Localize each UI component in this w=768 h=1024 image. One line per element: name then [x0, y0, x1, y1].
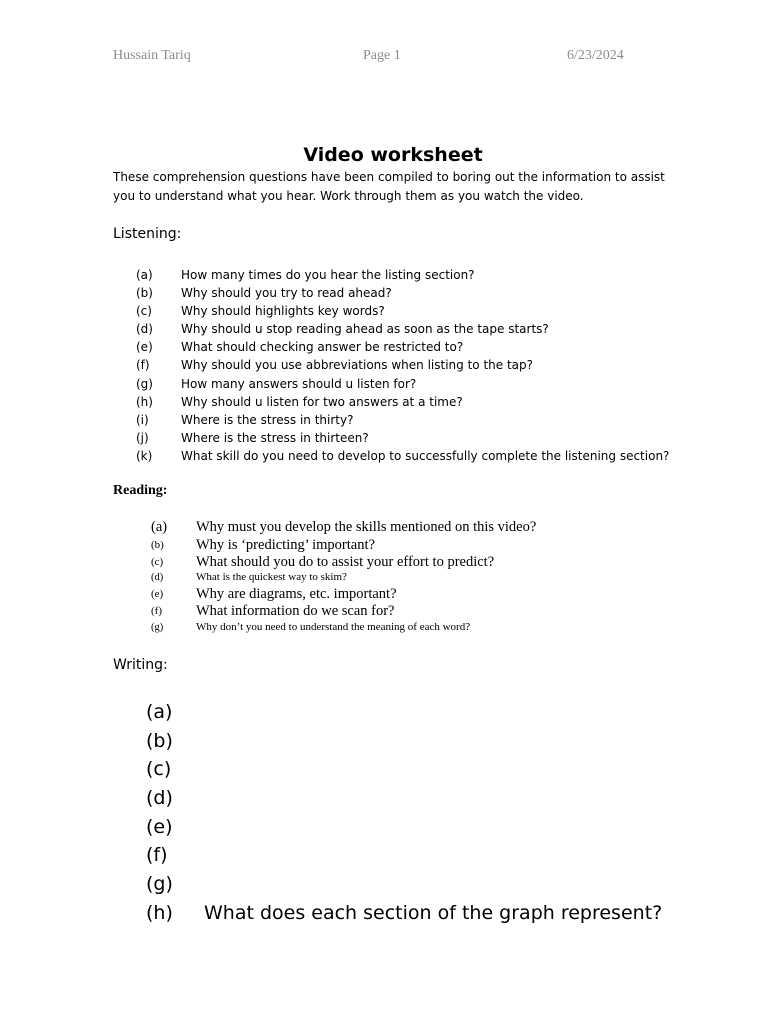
question-label: (g)	[136, 376, 153, 391]
question-text: Why should u stop reading ahead as soon as the tape starts?	[181, 322, 549, 337]
question-label: (a)	[136, 268, 153, 282]
question-text: What should checking answer be restricted to?	[181, 340, 464, 355]
question-label: (e)	[151, 588, 164, 600]
question-text: Why should you use abbreviations when listing to the tap?	[181, 358, 533, 373]
listening-heading: Listening:	[113, 226, 182, 242]
question-text: Where is the stress in thirteen?	[181, 430, 369, 445]
question-text: What is the quickest way to skim?	[196, 571, 347, 583]
reading-heading: Reading:	[113, 483, 168, 498]
question-label: (d)	[151, 572, 164, 583]
header-date: 6/23/2024	[567, 48, 624, 63]
writing-heading: Writing:	[113, 657, 168, 673]
header-author: Hussain Tariq	[113, 48, 191, 63]
question-label: (a)	[151, 519, 168, 535]
question-label: (b)	[151, 539, 164, 551]
question-label: (b)	[146, 729, 173, 752]
question-label: (c)	[136, 304, 152, 319]
question-text: Why are diagrams, etc. important?	[196, 586, 397, 602]
question-label: (f)	[136, 358, 150, 373]
question-label: (g)	[146, 873, 173, 896]
intro-paragraph: These comprehension questions have been compiled to boring out the information to assist you to understand what you hear. Work through them as you watch the video.	[113, 170, 665, 203]
question-label: (h)	[146, 901, 173, 924]
question-label: (j)	[136, 430, 149, 445]
question-label: (k)	[136, 448, 153, 463]
question-label: (c)	[146, 758, 172, 781]
question-text: Why should u listen for two answers at a time?	[181, 394, 463, 409]
header-page-number: Page 1	[363, 48, 401, 63]
question-label: (e)	[136, 340, 153, 355]
question-label: (b)	[136, 286, 153, 301]
question-text: Why must you develop the skills mentioned on this video?	[196, 519, 537, 535]
question-text: Why is ‘predicting’ important?	[196, 537, 375, 553]
question-text: What information do we scan for?	[196, 603, 395, 619]
question-text: How many answers should u listen for?	[181, 376, 417, 391]
question-label: (d)	[146, 787, 173, 810]
question-label: (h)	[136, 394, 153, 409]
question-text: What should you do to assist your effort to predict?	[196, 554, 495, 570]
question-label: (c)	[151, 556, 164, 568]
question-text: Where is the stress in thirty?	[181, 412, 354, 427]
question-label: (i)	[136, 412, 149, 427]
question-text: Why should highlights key words?	[181, 304, 385, 319]
question-text: Why don’t you need to understand the meaning of each word?	[196, 621, 471, 633]
question-text: Why should you try to read ahead?	[181, 286, 392, 301]
question-label: (f)	[151, 605, 162, 617]
page-title: Video worksheet	[303, 144, 483, 166]
question-label: (d)	[136, 322, 153, 337]
question-text: What does each section of the graph represent?	[204, 901, 663, 924]
question-label: (g)	[151, 622, 164, 633]
question-label: (e)	[146, 815, 173, 838]
question-label: (a)	[146, 701, 173, 723]
question-text: What skill do you need to develop to successfully complete the listening section?	[181, 448, 670, 463]
question-text: How many times do you hear the listing section?	[181, 268, 475, 282]
question-label: (f)	[146, 844, 168, 867]
